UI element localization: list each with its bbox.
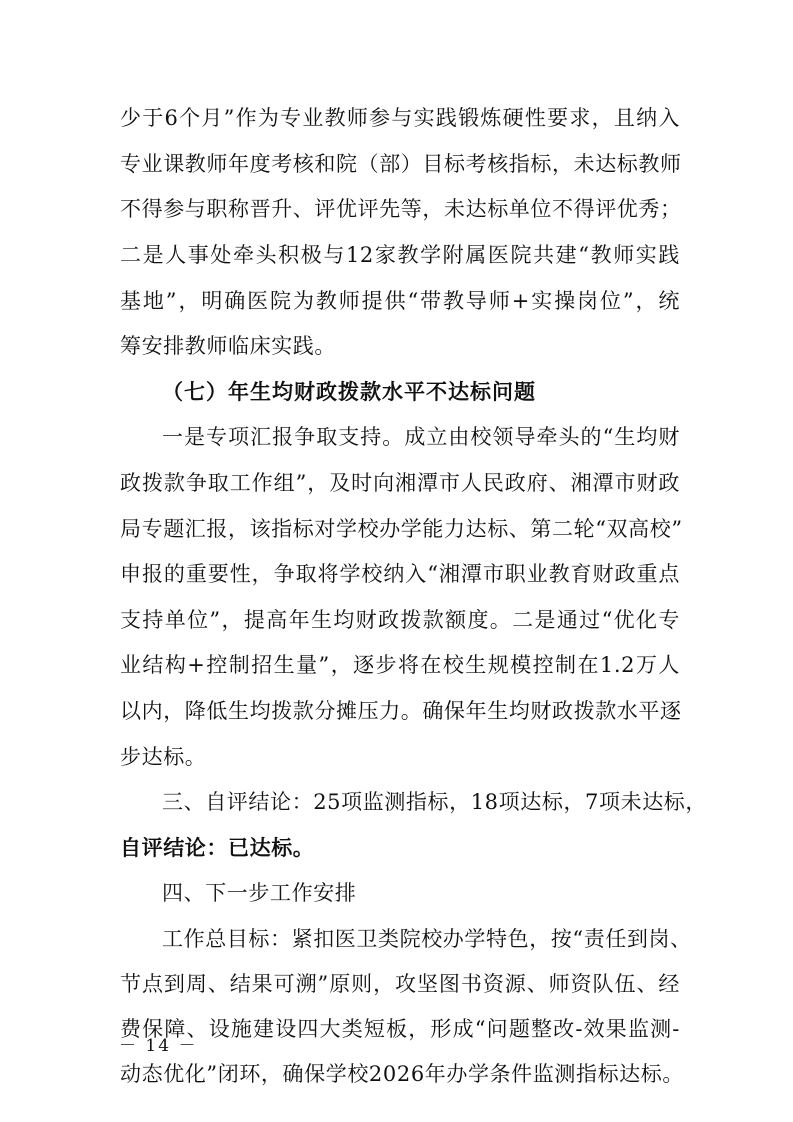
- body-line: 动态优化”闭环，确保学校2026年办学条件监测指标达标。: [120, 1062, 684, 1086]
- body-line: 申报的重要性，争取将学校纳入“湘潭市职业教育财政重点: [120, 562, 680, 586]
- body-line: 费保障、设施建设四大类短板，形成“问题整改-效果监测-: [120, 1017, 680, 1041]
- conclusion-line: [162, 787, 708, 817]
- body-line: 步达标。: [120, 745, 207, 769]
- body-line: 节点到周、结果可溯”原则，攻坚图书资源、师资队伍、经: [120, 972, 680, 996]
- body-line: 基地”，明确医院为教师提供“带教导师+实操岗位”，统: [120, 289, 680, 313]
- body-line: 一是专项汇报争取支持。成立由校领导牵头的“生均财: [162, 425, 680, 449]
- body-line: 政拨款争取工作组”，及时向湘潭市人民政府、湘潭市财政: [120, 471, 680, 495]
- body-line: 筹安排教师临床实践。: [120, 334, 336, 358]
- conclusion-result: 自评结论：已达标。: [120, 835, 315, 860]
- body-line: 少于6个月”作为专业教师参与实践锻炼硬性要求，且纳入: [120, 106, 680, 130]
- page-number: － 14 －: [119, 1036, 198, 1056]
- body-line: 业结构+控制招生量”，逐步将在校生规模控制在1.2万人: [120, 653, 680, 677]
- section-heading: （七）年生均财政拨款水平不达标问题: [162, 379, 536, 404]
- body-line: 支持单位”，提高年生均财政拨款额度。二是通过“优化专: [120, 608, 680, 632]
- body-line: 以内，降低生均拨款分摊压力。确保年生均财政拨款水平逐: [120, 699, 682, 723]
- section-heading: 四、下一步工作安排: [162, 881, 357, 905]
- body-line: 工作总目标：紧扣医卫类院校办学特色，按“责任到岗、: [162, 927, 692, 951]
- body-line: 专业课教师年度考核和院（部）目标考核指标，未达标教师: [120, 152, 682, 176]
- body-line: 不得参与职称晋升、评优评先等，未达标单位不得评优秀；: [120, 197, 682, 221]
- body-line: 二是人事处牵头积极与12家教学附属医院共建“教师实践: [120, 243, 680, 267]
- conclusion-label: 三、自评结论：: [162, 790, 314, 814]
- conclusion-text: 25项监测指标，18项达标，7项未达标，: [313, 790, 708, 814]
- body-line: 局专题汇报，该指标对学校办学能力达标、第二轮“双高校”: [120, 517, 683, 541]
